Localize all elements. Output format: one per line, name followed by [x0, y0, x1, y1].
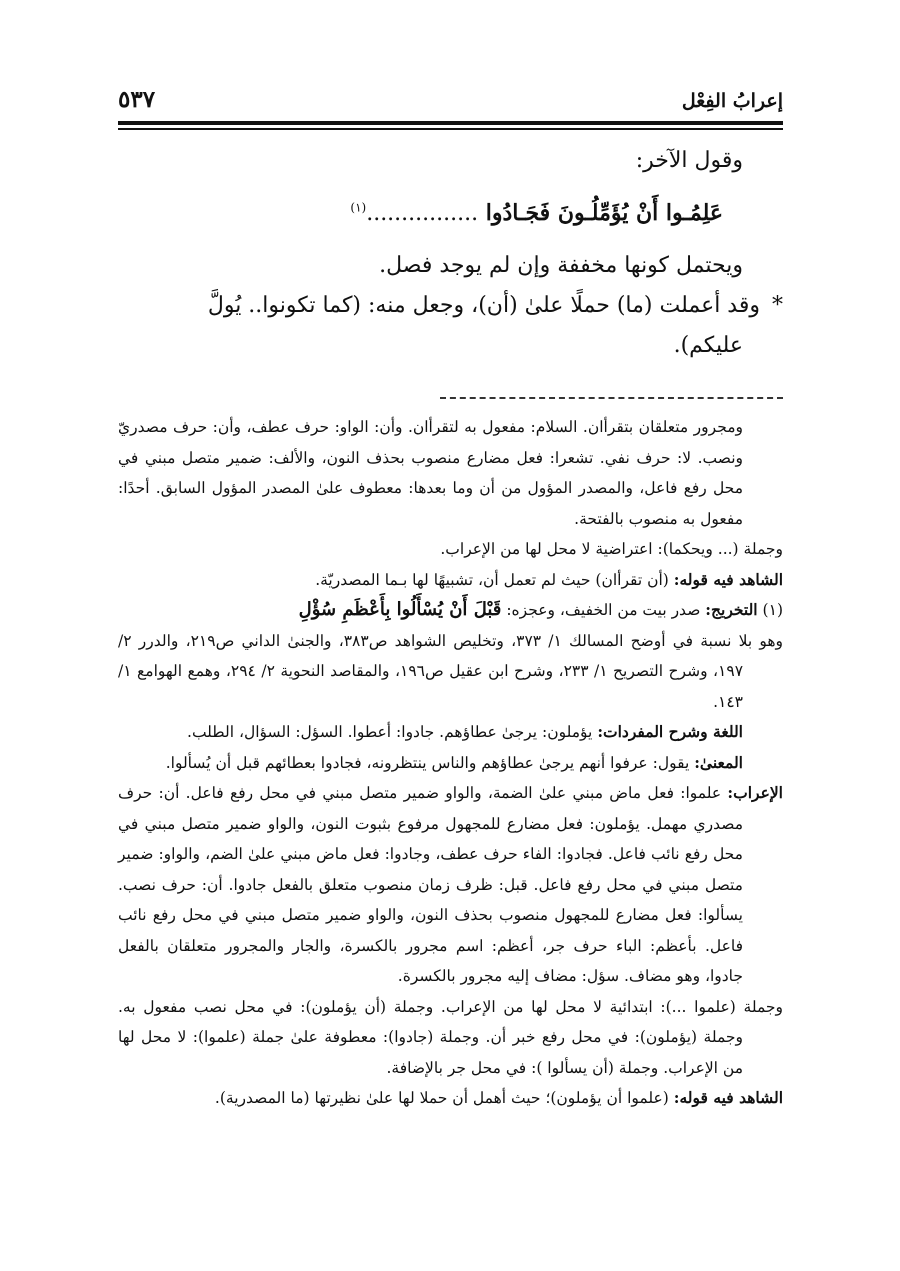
footnote-paragraph: الإعراب: علموا: فعل ماض مبني علىٰ الضمة، والواو ضمير متصل مبني في محل رفع فاعل. أن: حرف مصدري مهمل. يؤملون: فعل مضارع للمجهول مرفوع بثبوت النون، والواو ضمير متصل مبني في محل رفع نائب فاعل. فجادوا: الفاء حرف عطف، وجادوا: فعل ماض مبني علىٰ الضم، والواو: ضمير متصل مبني في محل رفع فاعل. قبل: ظرف زمان منصوب متعلق بالفعل جادوا. أن: حرف نصب. يسألوا: فعل مضارع للمجهول منصوب بحذف النون، والواو ضمير متصل مبني في محل رفع نائب فاعل. بأعظم: الباء حرف جر، أعظم: اسم مجرور بالكسرة، والجار والمجرور متعلقان بالفعل جادوا، وهو مضاف. سؤل: مضاف إليه مجرور بالكسرة. — [118, 783, 783, 985]
header-rule-thin — [118, 128, 783, 130]
verse-line — [350, 200, 723, 226]
footnote-paragraph: المعنىٰ: يقول: عرفوا أنهم يرجىٰ عطاؤهم والناس ينتظرونه، فجادوا بعطائهم قبل أن يُسألوا. — [165, 752, 743, 772]
header-rule-thick — [118, 121, 783, 125]
verse-hemistich: قَبْلَ أَنْ يُسْأَلُوا بِأَعْظَمِ سُؤْلِ — [298, 599, 502, 620]
footnote-paragraph: وجملة (علموا ...): ابتدائية لا محل لها من الإعراب. وجملة (أن يؤملون): في محل نصب مفعول به. وجملة (يؤملون): في محل رفع خبر أن. وجملة (جادوا): معطوفة علىٰ جملة (علموا): لا محل لها من الإعراب. وجملة (أن يسألوا ): في محل جر بالإضافة. — [118, 997, 783, 1077]
label: الشاهد فيه قوله: — [673, 1088, 783, 1107]
verse-dots: ................ — [366, 201, 479, 226]
label: الإعراب: — [727, 783, 783, 802]
page-number: ٥٣٧ — [118, 86, 156, 113]
label: اللغة وشرح المفردات: — [597, 722, 743, 741]
footnote-paragraph: الشاهد فيه قوله: (أن تقرأان) حيث لم تعمل أن، تشبيهًا لها بـما المصدريّة. — [315, 569, 783, 589]
footnote-marker: (١) — [350, 200, 367, 215]
footnote-paragraph: (١) التخريج: صدر بيت من الخفيف، وعجزه: قَبْلَ أَنْ يُسْأَلُوا بِأَعْظَمِ سُؤْلِ — [298, 599, 783, 620]
footnote-separator — [440, 397, 783, 399]
footnotes — [118, 412, 783, 1114]
label: التخريج: — [705, 600, 758, 619]
verse-text: عَلِمُـوا أَنْ يُؤَمِّلُـونَ فَجَـادُوا — [485, 200, 723, 226]
body-line: ويحتمل كونها مخففة وإن لم يوجد فصل. — [379, 253, 743, 278]
label: المعنىٰ: — [694, 752, 743, 772]
body-line-cont: عليكم). — [673, 333, 743, 358]
footnote-paragraph: ومجرور متعلقان بتقرأان. السلام: مفعول به لتقرأان. وأن: الواو: حرف عطف، وأن: حرف مصدريّ ونصب. لا: حرف نفي. تشعرا: فعل مضارع منصوب بحذف النون، والألف: ضمير متصل مبني في محل رفع فاعل، والمصدر المؤول من أن وما بعدها: معطوف علىٰ المصدر المؤول السابق. أحدًا: مفعول به منصوب بالفتحة. — [118, 418, 743, 528]
footnote-number: (١) — [762, 601, 783, 619]
running-title: إعرابُ الفِعْل — [681, 90, 783, 112]
footnote-paragraph: اللغة وشرح المفردات: يؤملون: يرجىٰ عطاؤهم. جادوا: أعطوا. السؤل: السؤال، الطلب. — [187, 722, 743, 741]
star-bullet: * — [772, 293, 783, 318]
label: الشاهد فيه قوله: — [673, 569, 783, 589]
body-line-text: وقد أعملت (ما) حملًا علىٰ (أن)، وجعل منه: (كما تكونوا.. يُولَّ — [207, 293, 760, 318]
page-header — [118, 82, 783, 122]
body-line-star — [118, 293, 783, 318]
footnote-paragraph: وهو بلا نسبة في أوضح المسالك ١/ ٣٧٣، وتخليص الشواهد ص٣٨٣، والجنىٰ الداني ص٢١٩، والدرر ٢/ ١٩٧، وشرح التصريح ١/ ٢٣٣، وشرح ابن عقيل ص١٩٦، والمقاصد النحوية ٢/ ٢٩٤، وهمع الهوامع ١/ ١٤٣. — [118, 631, 783, 711]
intro-line: وقول الآخر: — [635, 148, 743, 173]
footnote-paragraph: الشاهد فيه قوله: (علموا أن يؤملون)؛ حيث أهمل أن حملا لها علىٰ نظيرتها (ما المصدرية). — [214, 1088, 783, 1107]
footnote-paragraph: وجملة (... ويحكما): اعتراضية لا محل لها من الإعراب. — [440, 540, 783, 558]
